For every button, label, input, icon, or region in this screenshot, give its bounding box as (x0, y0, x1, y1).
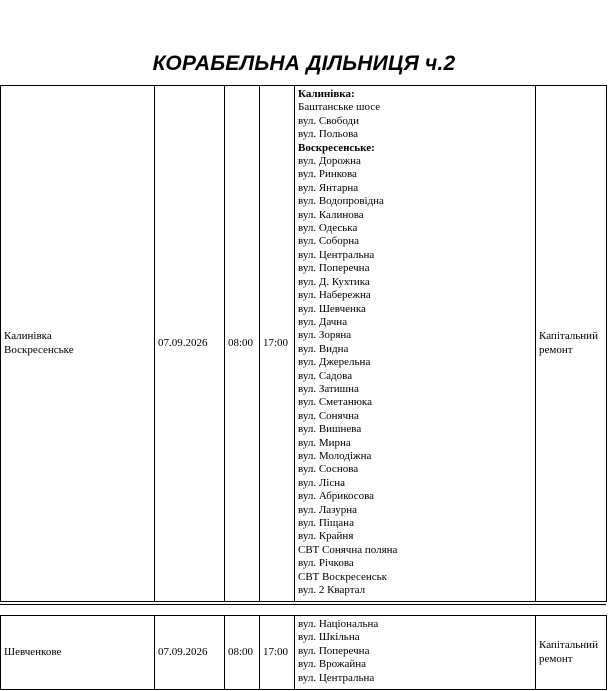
locality-line: Калинівка (4, 330, 52, 343)
street-item: вул. Затишна (298, 382, 359, 395)
street-item: СВТ Сонячна поляна (298, 543, 398, 556)
street-item: вул. Центральна (298, 248, 375, 261)
street-item: вул. Джерельна (298, 356, 371, 369)
street-item: Баштанське шосе (298, 101, 381, 114)
start-time-cell: 08:00 (225, 616, 260, 690)
street-item: вул. Видна (298, 342, 349, 355)
outage-table-1 (0, 85, 607, 602)
street-item: вул. Шевченка (298, 302, 366, 315)
street-item: вул. Піщана (298, 517, 354, 529)
work-type-cell (536, 616, 607, 690)
street-item: вул. Вишнева (298, 423, 362, 436)
street-item: вул. Центральна (298, 671, 375, 684)
work-type-line: ремонт (539, 343, 573, 356)
streets-cell (295, 86, 536, 602)
street-item: вул. Соснова (298, 463, 359, 476)
date-cell: 07.09.2026 (155, 616, 225, 690)
street-item: вул. Набережна (298, 289, 371, 302)
work-type-line: ремонт (539, 652, 573, 665)
street-item: вул. Поперечна (298, 262, 370, 275)
street-item: вул. Дорожна (298, 155, 361, 168)
locality-line: Шевченкове (4, 645, 62, 658)
street-item: вул. Соборна (298, 235, 360, 248)
street-item: вул. Калинова (298, 208, 364, 221)
end-time-cell: 17:00 (260, 616, 295, 690)
street-item: вул. Лазурна (298, 503, 358, 516)
street-item: вул. Садова (298, 369, 353, 382)
work-type-cell (536, 86, 607, 602)
street-item: вул. Національна (298, 618, 379, 630)
street-item: СВТ Воскресенськ (298, 570, 388, 583)
work-type-line: Капітальний (539, 330, 598, 343)
start-time-cell: 08:00 (225, 86, 260, 602)
street-item: вул. Річкова (298, 557, 354, 570)
locality-heading: Воскресенське: (298, 141, 375, 154)
street-item: вул. Сметанюка (298, 396, 372, 409)
street-item: вул. Свободи (298, 114, 360, 127)
table-divider (0, 604, 606, 605)
street-item: вул. Лісна (298, 476, 345, 489)
locality-cell (1, 86, 155, 602)
street-item: вул. Врожайна (298, 658, 367, 671)
locality-line: Воскресенське (4, 343, 74, 356)
street-item: вул. Одеська (298, 222, 358, 235)
table-row (1, 86, 607, 602)
street-item: вул. Поперечна (298, 644, 370, 657)
table-row (1, 616, 607, 690)
street-item: вул. Абрикосова (298, 490, 375, 503)
locality-cell (1, 616, 155, 690)
street-item: вул. Д. Кухтика (298, 275, 370, 288)
street-item: вул. Мирна (298, 436, 351, 449)
street-item: вул. Водопровідна (298, 195, 384, 208)
street-item: вул. 2 Квартал (298, 584, 366, 597)
document-title: КОРАБЕЛЬНА ДІЛЬНИЦЯ ч.2 (152, 52, 456, 75)
outage-table-2 (0, 615, 607, 690)
street-item: вул. Крайня (298, 530, 354, 543)
street-item: вул. Сонячна (298, 409, 359, 422)
street-item: вул. Янтарна (298, 181, 359, 194)
street-item: вул. Молодіжна (298, 449, 372, 462)
date-cell: 07.09.2026 (155, 86, 225, 602)
street-item: вул. Зоряна (298, 329, 352, 342)
street-item: вул. Шкільна (298, 631, 360, 644)
street-item: вул. Ринкова (298, 168, 357, 181)
street-item: вул. Дачна (298, 315, 348, 328)
streets-cell (295, 616, 536, 690)
work-type-line: Капітальний (539, 639, 598, 652)
table-divider (0, 601, 606, 602)
locality-heading: Калинівка: (298, 88, 355, 100)
street-item: вул. Польова (298, 128, 359, 141)
end-time-cell: 17:00 (260, 86, 295, 602)
